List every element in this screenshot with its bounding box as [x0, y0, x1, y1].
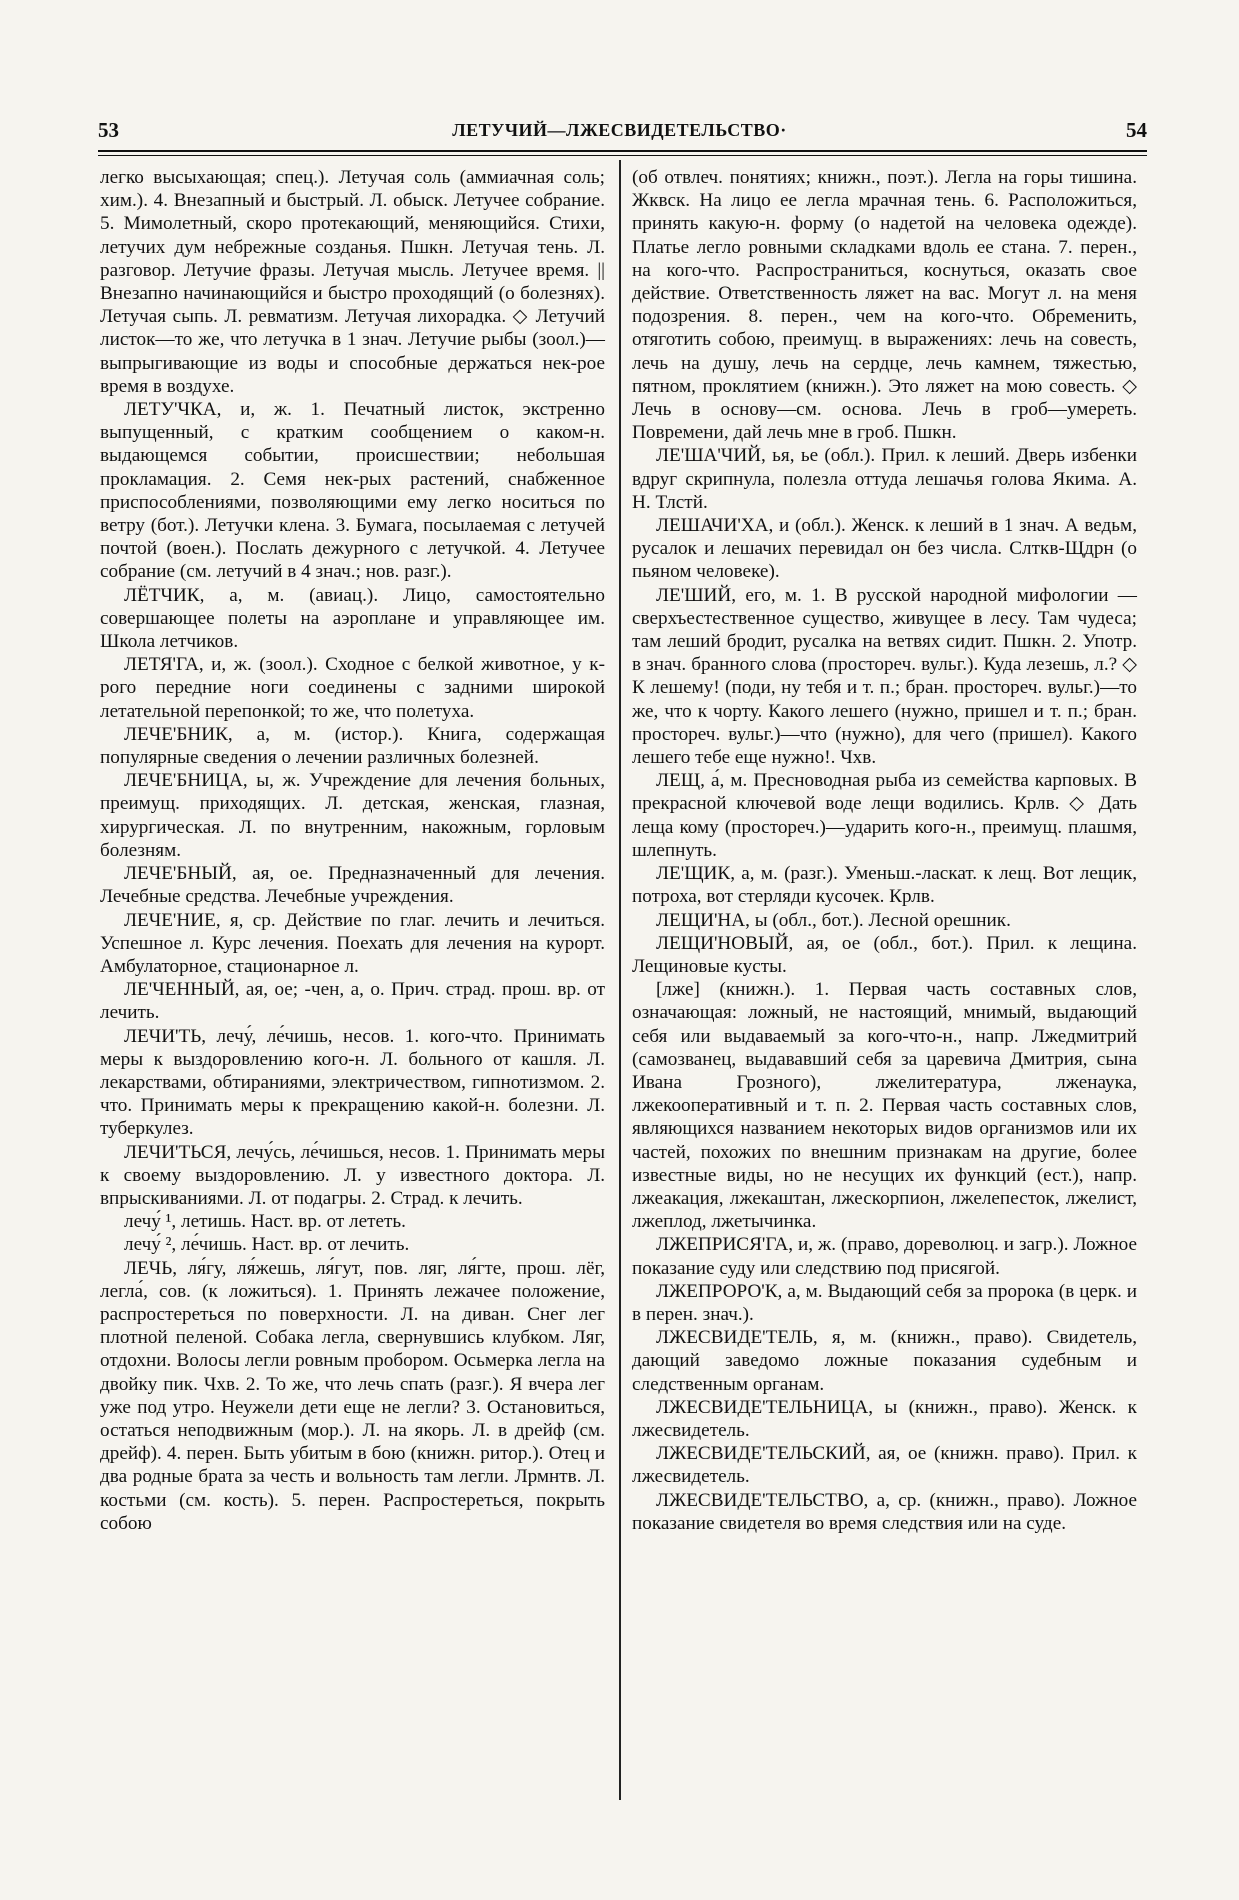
entry-lzhesvidetelnitsa: ЛЖЕСВИДЕ'ТЕЛЬНИЦА, ы (книжн., право). Женск. к лжесвидетель.: [632, 1396, 1137, 1441]
entry-leshachy: ЛЕ'ША'ЧИЙ, ья, ье (обл.). Прил. к леший. Дверь избенки вдруг скрипнула, полезла оттуда лешачья голова Якима. А. Н. Тлстй.: [632, 445, 1137, 513]
entry-letchik: ЛЁТЧИК, а, м. (авиац.). Лицо, самостоятельно совершающее полеты на аэроплане и управляющее им. Школа летчиков.: [100, 584, 605, 653]
entry-letyaga: ЛЕТЯ'ГА, и, ж. (зоол.). Сходное с белкой животное, у к-рого передние ноги соединены с задними широкой летательной перепонкой; то же, что полетуха.: [100, 654, 605, 722]
entry-lech: ЛЕЧЬ, ля́гу, ля́жешь, ля́гут, пов. ляг, ля́гте, прош. лёг, легла́, сов. (к ложиться). 1. Принять лежачее положение, распростереться по поверхности. Л. на диван. Снег лег плотной пеленой. Собака легла, свернувшись клубком. Ляг, отдохни. Волосы легли ровным пробором. Осьмерка легла на двойку пик. Чхв. 2. То же, что лечь спать (разг.). Я вчера лег уже под утро. Неужели дети еще не легли? 3. Остановиться, остаться неподвижным (мор.). Л. на якорь. Л. в дрейф (см. дрейф). 4. перен. Быть убитым в бою (книжн. ритор.). Отец и два родные брата за честь и вольность там легли. Лрмнтв. Л. костьми (см. кость). 5. перен. Распростереться, покрыть собою: [100, 1257, 605, 1534]
header-rule: [98, 150, 1147, 152]
entry-leshachikha: ЛЕШАЧИ'ХА, и (обл.). Женск. к леший в 1 знач. А ведьм, русалок и лешачих перевидал он без числа. Слткв-Щдрн (о пьяном человеке).: [632, 515, 1137, 583]
entry-lechu-2: лечу́ ², ле́чишь. Наст. вр. от лечить.: [124, 1234, 410, 1256]
left-column: [100, 166, 605, 1535]
entry-lechenny: ЛЕ'ЧЕННЫЙ, ая, ое; -чен, а, о. Прич. страд. прош. вр. от лечить.: [100, 979, 605, 1024]
entry-letuchka: ЛЕТУ'ЧКА, и, ж. 1. Печатный листок, экстренно выпущенный, с кратким сообщением о каком-н. выдающемся событии, происшествии; небольшая прокламация. 2. Семя нек-рых растений, снабженное приспособлениями, позволяющими ему легко носиться по ветру (бот.). Летучки клена. 3. Бумага, посылаемая с летучей почтой (воен.). Послать дежурного с летучкой. 4. Летучее собрание (см. летучий в 4 знач.; нов. разг.).: [100, 399, 605, 583]
entry-leshchik: ЛЕ'ЩИК, а, м. (разг.). Уменьш.-ласкат. к лещ. Вот лещик, потроха, вот стерляди кусочек. Крлв.: [632, 863, 1137, 908]
entry-lechit: ЛЕЧИ'ТЬ, лечу́, ле́чишь, несов. 1. кого-что. Принимать меры к выздоровлению кого-н. Л. больного от кашля. Л. лекарствами, обтираниями, электричеством, гипнотизмом. 2. что. Принимать меры к прекращению какой-н. болезни. Л. туберкулез.: [100, 1025, 605, 1140]
entry-lechebnitsa: ЛЕЧЕ'БНИЦА, ы, ж. Учреждение для лечения больных, преимущ. приходящих. Л. детская, женская, глазная, хирургическая. Л. по внутренним, накожным, горловым болезням.: [100, 770, 605, 861]
column-divider: [619, 160, 621, 1800]
entry-lechebnik: ЛЕЧЕ'БНИК, а, м. (истор.). Книга, содержащая популярные сведения о лечении различных болезней.: [100, 723, 605, 769]
page-number-left: 53: [98, 118, 119, 142]
entry-lzheprorok: ЛЖЕПРОРО'К, а, м. Выдающий себя за пророка (в церк. и в перен. знач.).: [632, 1280, 1137, 1325]
entry-continuation: (об отвлеч. понятиях; книжн., поэт.). Легла на горы тишина. Жквск. На лицо ее легла мрачная тень. 6. Расположиться, принять какую-н. форму (о надетой на человека одежде). Платье легло ровными складками вдоль ее стана. 7. перен., на кого-что. Распространиться, коснуться, оказать свое действие. Ответственность ляжет на вас. Могут л. на меня подозрения. 8. перен., чем на кого-что. Обременить, отяготить собою, преимущ. в выражениях: лечь на совесть, лечь на душу, лечь на сердце, лечь камнем, тяжестью, пятном, проклятием (книжн.). Это ляжет на мою совесть. ◇ Лечь в основу—см. основа. Лечь в гроб—умереть. Повремени, дай лечь мне в гроб. Пшкн.: [632, 167, 1137, 444]
entry-lechitsya: ЛЕЧИ'ТЬСЯ, лечу́сь, ле́чишься, несов. 1. Принимать меры к своему выздоровлению. Л. у известного доктора. Л. впрыскиваниями. Л. от подагры. 2. Страд. к лечить.: [100, 1141, 605, 1209]
entry-lechenie: ЛЕЧЕ'НИЕ, я, ср. Действие по глаг. лечить и лечиться. Успешное л. Курс лечения. Поехать для лечения на курорт. Амбулаторное, стационарное л.: [100, 909, 605, 977]
entry-leshchinovy: ЛЕЩИ'НОВЫЙ, ая, ое (обл., бот.). Прил. к лещина. Лещиновые кусты.: [632, 932, 1137, 977]
entry-lechu-1: лечу́ ¹, летишь. Наст. вр. от лететь.: [124, 1211, 406, 1233]
entry-leshy: ЛЕ'ШИЙ, его, м. 1. В русской народной мифологии — сверхъестественное существо, живущее в лесу. Там чудеса; там леший бродит, русалка на ветвях сидит. Пшкн. 2. Употр. в знач. бранного слова (простореч. вульг.). Куда лезешь, л.? ◇ К лешему! (поди, ну тебя и т. п.; бран. простореч. вульг.)—то же, что к чорту. Какого лешего (нужно, пришел и т. п.; бран. простореч. вульг.)—что (нужно), для чего (пришел). Какого лешего тебе еще нужно!. Чхв.: [632, 584, 1137, 769]
entry-leshchina: ЛЕЩИ'НА, ы (обл., бот.). Лесной орешник.: [656, 909, 1011, 931]
entry-leshch: ЛЕЩ, а́, м. Пресноводная рыба из семейства карповых. В прекрасной ключевой воде лещи водились. Крлв. ◇ Дать леща кому (простореч.)—ударить кого-н., преимущ. плашмя, шлепнуть.: [632, 770, 1137, 861]
right-column: [632, 166, 1137, 1535]
running-header: ЛЕТУЧИЙ—ЛЖЕСВИДЕТЕЛЬСТВО·: [452, 120, 787, 140]
entry-lechebny: ЛЕЧЕ'БНЫЙ, ая, ое. Предназначенный для лечения. Лечебные средства. Лечебные учреждения.: [100, 863, 605, 908]
entry-lzheprisyaga: ЛЖЕПРИСЯ'ГА, и, ж. (право, дореволюц. и загр.). Ложное показание суду или следствию под присягой.: [632, 1234, 1137, 1279]
entry-lzhesvidetel: ЛЖЕСВИДЕ'ТЕЛЬ, я, м. (книжн., право). Свидетель, дающий заведомо ложные показания судебным и следственным органам.: [632, 1327, 1137, 1395]
entry-lzhesvidetelsky: ЛЖЕСВИДЕ'ТЕЛЬСКИЙ, ая, ое (книжн. право). Прил. к лжесвидетель.: [632, 1443, 1137, 1488]
page-number-right: 54: [1126, 118, 1147, 142]
entry-lzhesvidetelstvo: ЛЖЕСВИДЕ'ТЕЛЬСТВО, а, ср. (книжн., право). Ложное показание свидетеля во время следствия или на суде.: [632, 1489, 1137, 1534]
header-rule-thin: [98, 155, 1147, 156]
entry-continuation: легко высыхающая; спец.). Летучая соль (аммиачная соль; хим.). 4. Внезапный и быстрый. Л. обыск. Летучее собрание. 5. Мимолетный, скоро протекающий, меняющийся. Стихи, летучих дум небрежные созданья. Пшкн. Летучая тень. Л. разговор. Летучие фразы. Летучая мысль. Летучее время. || Внезапно начинающийся и быстро проходящий (о болезнях). Летучая сыпь. Л. ревматизм. Летучая лихорадка. ◇ Летучий листок—то же, что летучка в 1 знач. Летучие рыбы (зоол.)—выпрыгивающие из воды и способные держаться нек-рое время в воздухе.: [100, 167, 605, 397]
entry-lzhe: [лже] (книжн.). 1. Первая часть составных слов, означающая: ложный, не настоящий, мнимый, выдающий себя или выдаваемый за кого-что-н., напр. Лжедмитрий (самозванец, выдававший себя за царевича Дмитрия, сына Ивана Грозного), лжелитература, лженаука, лжекооперативный и т. п. 2. Первая часть составных слов, являющихся названием некоторых видов организмов или их частей, похожих по внешним признакам на другие, более известные виды, но не несущих их функций (ест.), напр. лжеакация, лжекаштан, лжескорпион, лжелепесток, лжелист, лжеплод, лжетычинка.: [632, 979, 1137, 1233]
